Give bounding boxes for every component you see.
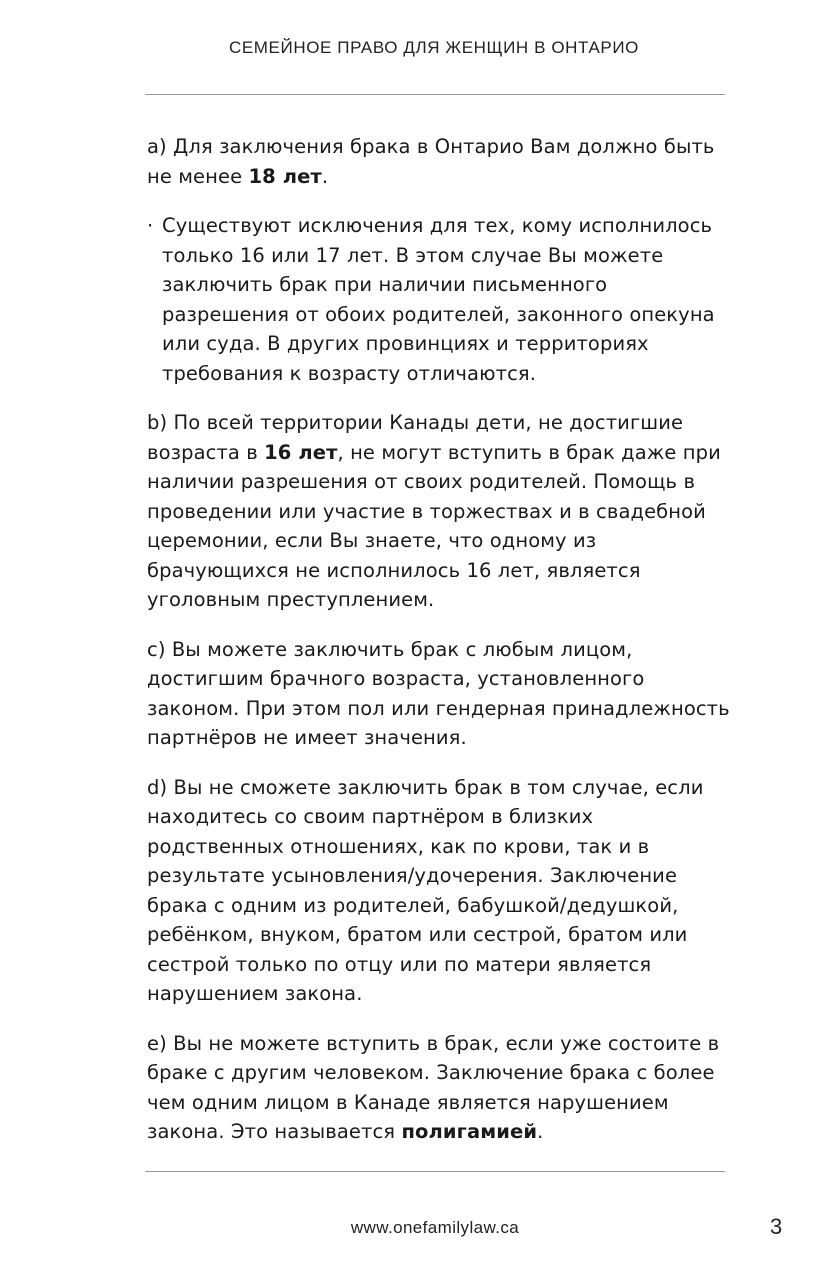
paragraph-b-text: b) По всей территории Канады дети, не достигшие возраста в [147, 411, 684, 464]
paragraph-b-bold: 16 лет [264, 440, 338, 464]
bullet-item [147, 211, 732, 388]
paragraph-c: c) Вы можете заключить брак с любым лицом, достигшим брачного возраста, установленного законом. При этом пол или гендерная принадлежность партнёров не имеет значения. [147, 637, 730, 749]
paragraph-a-bold: 18 лет [248, 164, 322, 188]
bullet-marker: · [147, 214, 154, 237]
paragraph-a-text: a) Для заключения брака в Онтарио Вам должно быть не менее [147, 135, 715, 188]
page-header-title: СЕМЕЙНОЕ ПРАВО ДЛЯ ЖЕНЩИН В ОНТАРИО [228, 38, 640, 57]
paragraph-e-text-end: . [537, 1120, 544, 1143]
paragraph-b [147, 408, 732, 615]
header-divider [145, 94, 725, 95]
paragraph-e-text: e) Вы не можете вступить в брак, если уже состоите в браке с другим человеком. Заключение брака с более чем одним лицом в Канаде является нарушением закона. Это называется [147, 1031, 720, 1143]
document-body [147, 132, 732, 1167]
footer-website-url: www.onefamilylaw.ca [350, 1218, 520, 1237]
paragraph-d: d) Вы не сможете заключить брак в том случае, если находитесь со своим партнёром в близких родственных отношениях, как по крови, так и в результате усыновления/удочерения. Заключение брака с одним из родителей, бабушкой/дедушкой, ребёнком, внуком, братом или сестрой, братом или сестрой только по отцу или по матери является нарушением закона. [147, 775, 704, 1005]
paragraph-b-text-end: , не могут вступить в брак даже при наличии разрешения от своих родителей. Помощь в проведении или участие в торжествах и в свадебной церемонии, если Вы знаете, что одному из брачующихся не исполнилось 16 лет, является уголовным преступлением. [147, 440, 721, 611]
paragraph-a [147, 132, 732, 191]
paragraph-a-text-end: . [321, 164, 329, 188]
paragraph-e [147, 1029, 732, 1147]
bullet-text: Существуют исключения для тех, кому исполнилось только 16 или 17 лет. В этом случае Вы можете заключить брак при наличии письменного разрешения от обоих родителей, законного опекуна или суда. В других провинциях и территориях требования к возрасту отличаются. [162, 214, 715, 385]
footer-divider [145, 1171, 725, 1172]
paragraph-e-bold: полигамией [401, 1120, 538, 1143]
page-number: 3 [770, 1214, 783, 1239]
